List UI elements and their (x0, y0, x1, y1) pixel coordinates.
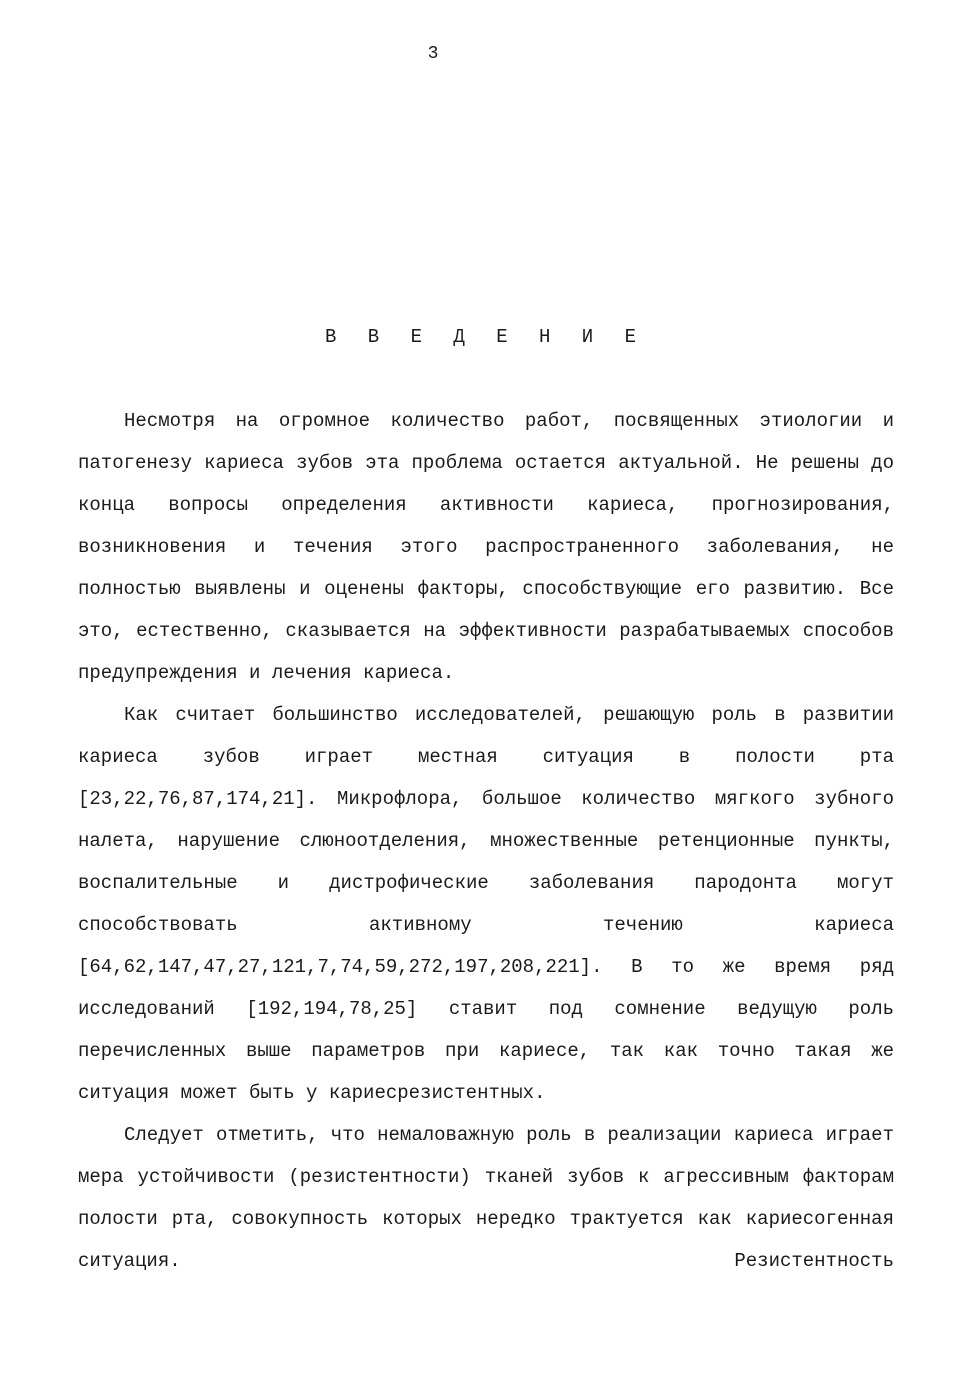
paragraph: Несмотря на огромное количество работ, посвященных этиологии и патогенезу кариеса зубов эта проблема остается актуальной. Не решены до конца вопросы определения активности кариеса, прогнозирования, возникновения и течения этого распространенного заболевания, не полностью выявлены и оценены факторы, способствующие его развитию. Все это, естественно, сказывается на эффективности разрабатываемых способов предупреждения и лечения кариеса. (78, 410, 894, 684)
page-number: 3 (427, 44, 439, 64)
section-heading: В В Е Д Е Н И Е (324, 326, 647, 348)
body-text (78, 400, 894, 1282)
paragraph: Следует отметить, что немаловажную роль в реализации кариеса играет мера устойчивости (резистентности) тканей зубов к агрессивным факторам полости рта, совокупность которых нередко трактуется как кариесогенная ситуация. Резистентность (78, 1124, 894, 1272)
paragraph: Как считает большинство исследователей, решающую роль в развитии кариеса зубов играет местная ситуация в полости рта [23,22,76,87,174,21]. Микрофлора, большое количество мягкого зубного налета, нарушение слюноотделения, множественные ретенционные пункты, воспалительные и дистрофические заболевания пародонта могут способствовать активному течению кариеса [64,62,147,47,27,121,7,74,59,272,197,208,221]. В то же время ряд исследований [192,194,78,25] ставит под сомнение ведущую роль перечисленных выше параметров при кариесе, так как точно такая же ситуация может быть у кариесрезистентных. (78, 704, 894, 1104)
